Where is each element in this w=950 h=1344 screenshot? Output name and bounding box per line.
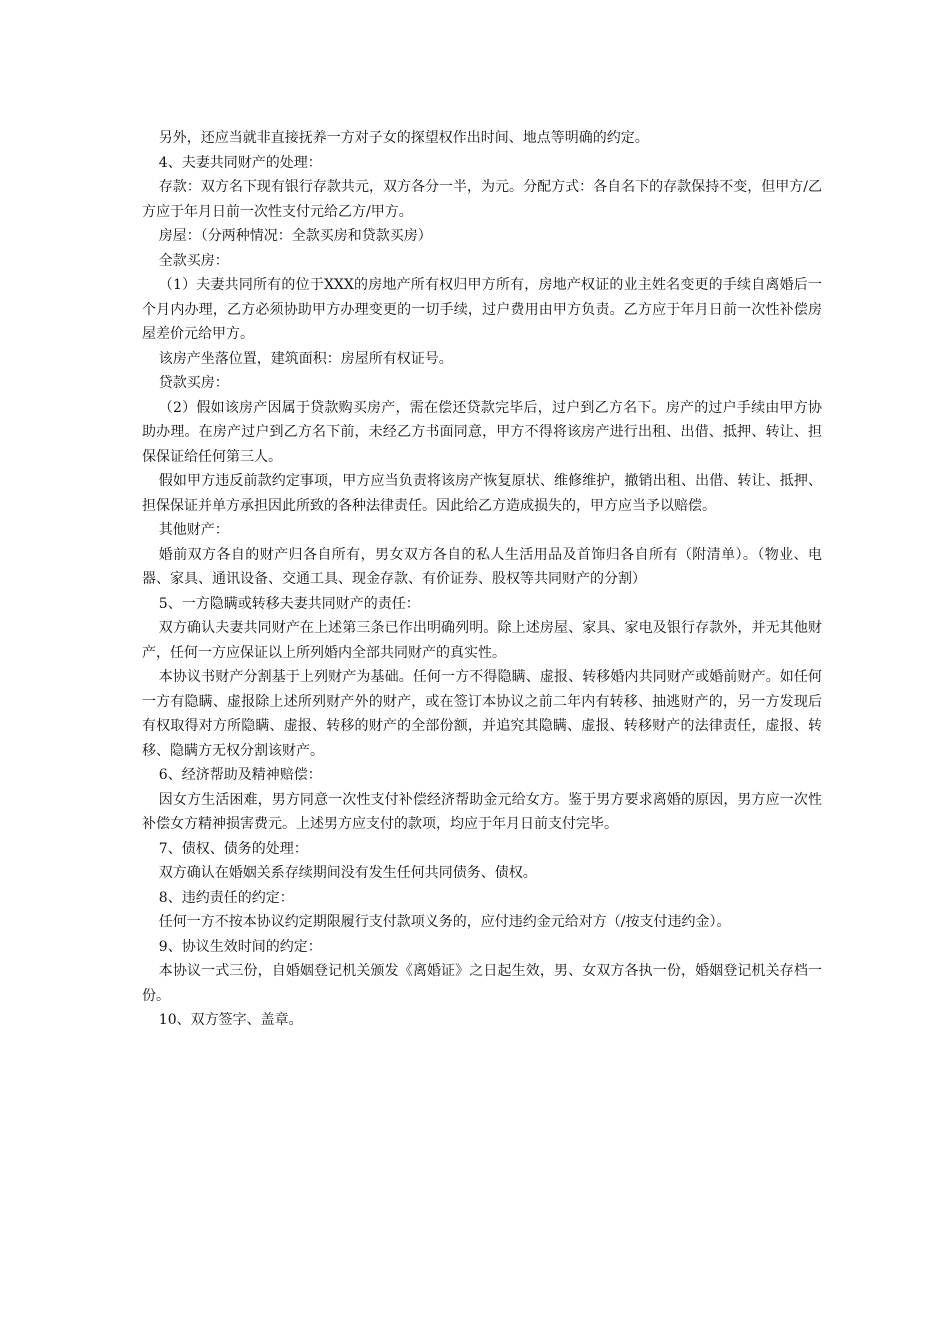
paragraph: （2）假如该房产因属于贷款购买房产，需在偿还贷款完毕后，过户到乙方名下。房产的过户手续由甲方协助办理。在房产过户到乙方名下前，未经乙方书面同意，甲方不得将该房产进行出租、出借、抵押、转让、担保保证给任何第三人。: [142, 399, 822, 465]
paragraph: 该房产坐落位置，建筑面积：房屋所有权证号。: [158, 350, 453, 367]
section-heading: 5、一方隐瞒或转移夫妻共同财产的责任：: [158, 595, 420, 612]
paragraph: 双方确认在婚姻关系存续期间没有发生任何共同债务、债权。: [158, 865, 537, 881]
paragraph: 假如甲方违反前款约定事项，甲方应当负责将该房产恢复原状、维修维护，撤销出租、出借、转让、抵押、担保保证并单方承担因此所致的各种法律责任。因此给乙方造成损失的，甲方应当予以赔偿。: [142, 473, 822, 514]
paragraph: 因女方生活困难，男方同意一次性支付补偿经济帮助金元给女方。鉴于男方要求离婚的原因，男方应一次性补偿女方精神损害费元。上述男方应支付的款项，均应于年月日前支付完毕。: [142, 791, 822, 832]
paragraph: （1）夫妻共同所有的位于XXX的房地产所有权归甲方所有，房地产权证的业主姓名变更的手续自离婚后一个月内办理，乙方必须协助甲方办理变更的一切手续，过户费用由甲方负责。乙方应于年月日前一次性补偿房屋差价元给甲方。: [142, 277, 822, 342]
sub-heading: 贷款买房：: [158, 375, 229, 391]
section-heading: 4、夫妻共同财产的处理：: [158, 154, 322, 171]
paragraph: 任何一方不按本协议约定期限履行支付款项义务的，应付违约金元给对方（/按支付违约金）。: [158, 914, 731, 930]
paragraph: 婚前双方各自的财产归各自所有，男女双方各自的私人生活用品及首饰归各自所有（附清单）。（物业、电器、家具、通讯设备、交通工具、现金存款、有价证券、股权等共同财产的分割）: [142, 546, 822, 587]
section-heading: 10、双方签字、盖章。: [158, 1012, 303, 1028]
section-heading: 7、债权、债务的处理：: [158, 840, 308, 857]
document-body: [142, 126, 822, 1033]
section-heading: 9、协议生效时间的约定：: [158, 938, 322, 955]
sub-heading: 其他财产：: [158, 522, 229, 538]
paragraph: 存款：双方名下现有银行存款共元，双方各分一半，为元。分配方式：各自名下的存款保持不变，但甲方/乙方应于年月日前一次性支付元给乙方/甲方。: [142, 179, 822, 220]
section-heading: 6、经济帮助及精神赔偿：: [158, 767, 322, 783]
paragraph: 另外，还应当就非直接抚养一方对子女的探望权作出时间、地点等明确的约定。: [158, 130, 649, 146]
paragraph: 本协议书财产分割基于上列财产为基础。任何一方不得隐瞒、虚报、转移婚内共同财产或婚前财产。如任何一方有隐瞒、虚报除上述所列财产外的财产，或在签订本协议之前二年内有转移、抽逃财产的，另一方发现后有权取得对方所隐瞒、虚报、转移的财产的全部份额，并追究其隐瞒、虚报、转移财产的法律责任，虚报、转移、隐瞒方无权分割该财产。: [142, 669, 822, 759]
paragraph: 房屋：（分两种情况：全款买房和贷款买房）: [158, 228, 432, 244]
sub-heading: 全款买房：: [158, 252, 229, 269]
section-heading: 8、违约责任的约定：: [158, 889, 294, 906]
paragraph: 本协议一式三份，自婚姻登记机关颁发《离婚证》之日起生效，男、女双方各执一份，婚姻登记机关存档一份。: [142, 963, 822, 1004]
paragraph: 双方确认夫妻共同财产在上述第三条已作出明确列明。除上述房屋、家具、家电及银行存款外，并无其他财产，任何一方应保证以上所列婚内全部共同财产的真实性。: [142, 620, 822, 661]
